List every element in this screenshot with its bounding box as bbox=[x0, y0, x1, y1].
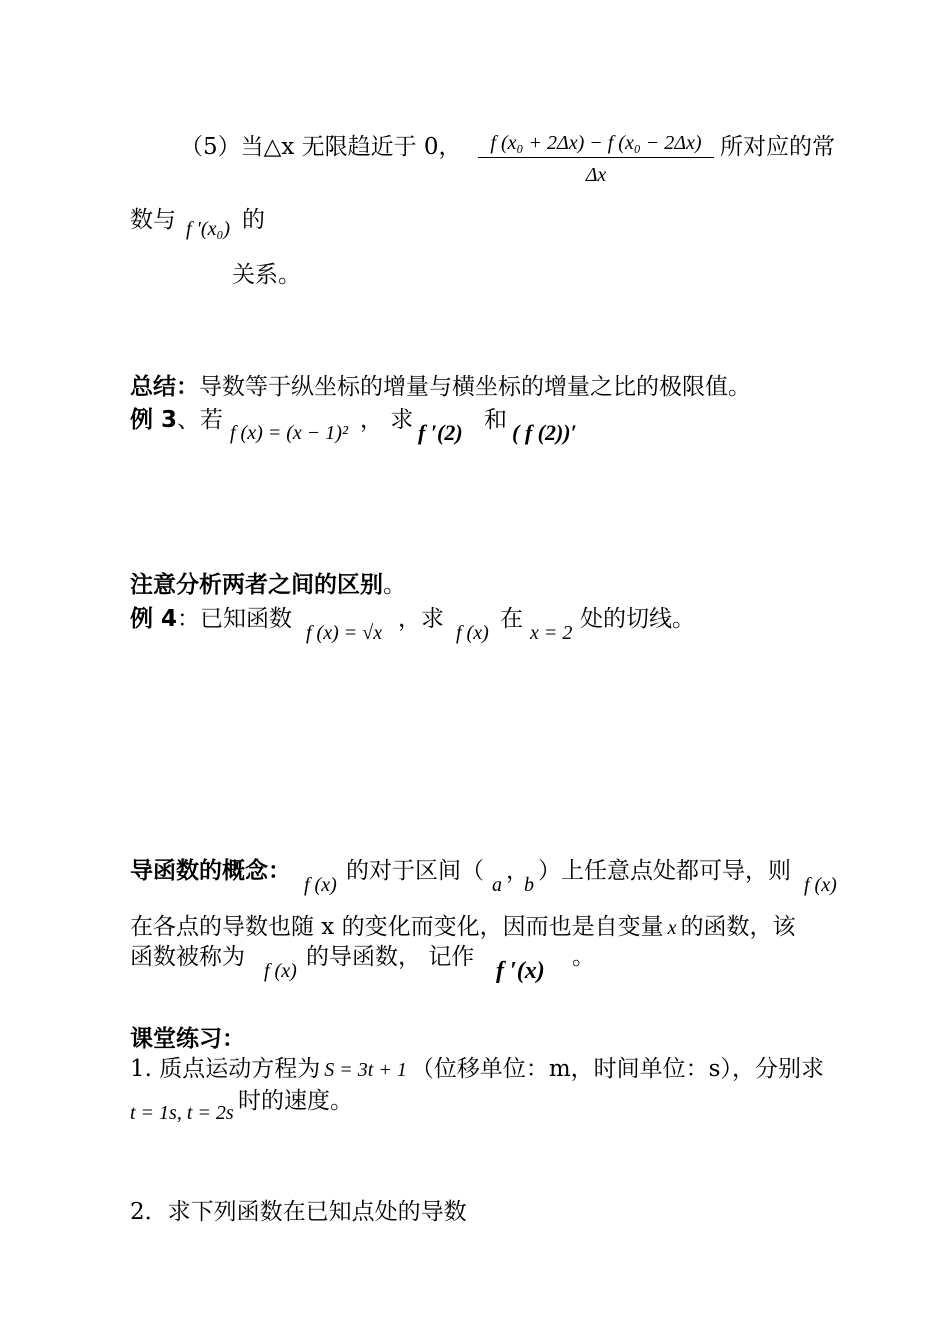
concept-line3-prefix: 函数被称为 bbox=[130, 944, 245, 970]
practice-title: 课堂练习： bbox=[130, 1026, 245, 1052]
practice-q1 bbox=[130, 1054, 824, 1085]
example4-function: f (x) = √x bbox=[306, 622, 383, 644]
concept-fx1: f (x) bbox=[304, 874, 337, 896]
example3-and: 和 bbox=[484, 407, 507, 433]
fraction-denominator: Δx bbox=[585, 164, 607, 186]
q1-suffix: （位移单位：m，时间单位：s），分别求 bbox=[410, 1056, 824, 1082]
concept-line3-end: 。 bbox=[572, 944, 595, 970]
q1-times: t = 1s, t = 2s bbox=[130, 1102, 234, 1124]
example4-suffix: 处的切线。 bbox=[580, 606, 695, 632]
example3-line bbox=[130, 405, 223, 435]
example4-prefix: ：已知函数 bbox=[177, 606, 293, 632]
concept-b: b bbox=[524, 874, 534, 896]
concept-notation: f ′(x) bbox=[496, 958, 545, 984]
concept-a: a bbox=[492, 874, 502, 896]
note-line bbox=[130, 570, 406, 600]
summary-label: 总结： bbox=[130, 374, 199, 400]
q1-end: 时的速度。 bbox=[238, 1088, 353, 1114]
concept-text1: 的对于区间（ bbox=[346, 858, 484, 884]
item5-prefix: （5）当△x 无限趋近于 0， bbox=[180, 134, 462, 160]
note-label: 注意分析两者之间的区别 bbox=[130, 572, 383, 598]
example3-expr1: f ′(2) bbox=[418, 420, 463, 445]
example3-expr2: ( f (2))′ bbox=[512, 420, 577, 445]
item5-suffix: 所对应的常 bbox=[720, 134, 835, 160]
example3-function: f (x) = (x − 1)² bbox=[230, 422, 348, 444]
concept-fx2: f (x) bbox=[804, 874, 837, 896]
concept-line2-end: 的函数，该 bbox=[680, 914, 796, 940]
example4-line bbox=[130, 604, 292, 634]
concept-text2: ）上任意点处都可导，则 bbox=[538, 858, 791, 884]
item5-line2-prefix: 数与 bbox=[130, 207, 176, 233]
example4-point: x = 2 bbox=[530, 622, 573, 644]
concept-line2-text: 在各点的导数也随 x 的变化而变化，因而也是自变量 bbox=[130, 914, 664, 940]
practice-q2: 2．求下列函数在已知点处的导数 bbox=[130, 1199, 467, 1225]
concept-line3-mid: 的导函数， 记作 bbox=[306, 944, 475, 970]
item5-derivative-expr: f ′(x₀) bbox=[186, 218, 231, 240]
concept-x: x bbox=[667, 917, 677, 939]
example3-label: 例 3 bbox=[130, 407, 178, 433]
summary-line bbox=[130, 372, 751, 402]
concept-fx3: f (x) bbox=[264, 960, 297, 982]
example4-fx: f (x) bbox=[456, 622, 489, 644]
example4-label: 例 4 bbox=[130, 606, 178, 632]
q1-prefix: 1. 质点运动方程为 bbox=[130, 1056, 321, 1082]
fraction-numerator: f (x₀ + 2Δx) − f (x₀ − 2Δx) bbox=[478, 132, 714, 158]
note-end: 。 bbox=[383, 572, 406, 598]
item5-line2-suffix: 的 bbox=[242, 207, 265, 233]
example3-prefix: 、若 bbox=[177, 407, 224, 433]
concept-label: 导函数的概念： bbox=[130, 858, 291, 884]
example4-at: 在 bbox=[500, 606, 523, 632]
item5-line3: 关系。 bbox=[232, 262, 301, 288]
q1-equation: S = 3t + 1 bbox=[324, 1059, 407, 1081]
example3-mid: ， 求 bbox=[360, 407, 414, 433]
difference-quotient-fraction bbox=[478, 132, 714, 187]
summary-text: 导数等于纵坐标的增量与横坐标的增量之比的极限值。 bbox=[199, 374, 751, 400]
example4-mid: ，求 bbox=[398, 606, 444, 632]
concept-comma: ， bbox=[506, 858, 529, 884]
concept-line2 bbox=[130, 912, 795, 943]
